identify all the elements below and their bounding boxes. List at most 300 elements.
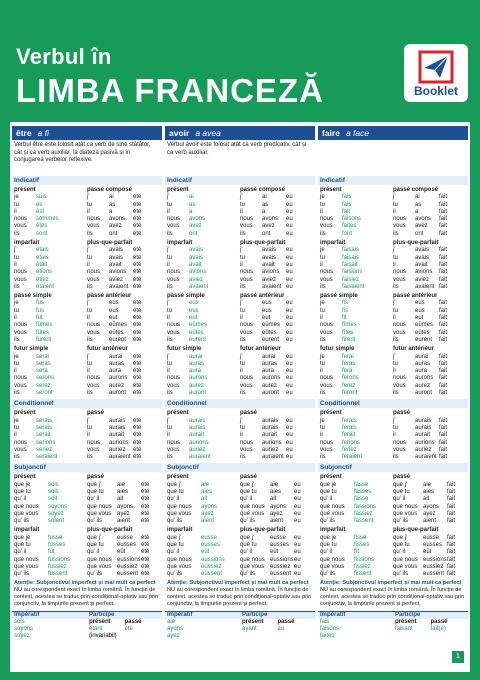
verb-form: eussent bbox=[201, 571, 223, 578]
conjugation-row bbox=[167, 535, 240, 542]
pronoun: que nous bbox=[240, 503, 265, 510]
participle: eu bbox=[294, 556, 301, 563]
participle: eu bbox=[294, 563, 301, 570]
tense-pair bbox=[165, 474, 315, 525]
pronoun: il bbox=[240, 261, 243, 268]
participle: fait bbox=[439, 329, 448, 336]
conjugation-row bbox=[240, 361, 313, 368]
pronoun: nous bbox=[320, 322, 334, 329]
pronoun: que vous bbox=[167, 510, 192, 517]
conjugation-row bbox=[240, 209, 313, 216]
conjugation-row bbox=[320, 216, 393, 223]
tense-block bbox=[320, 346, 393, 397]
pronoun: ils bbox=[167, 283, 173, 290]
pronoun: vous bbox=[167, 223, 180, 230]
auxiliary: aviez bbox=[109, 276, 124, 283]
conjugation-row bbox=[167, 202, 240, 209]
auxiliary: avons bbox=[415, 216, 432, 223]
conjugation-row bbox=[14, 542, 87, 549]
auxiliary: ai bbox=[109, 194, 114, 201]
conjugation-row bbox=[393, 425, 466, 432]
tense-pair bbox=[318, 240, 468, 291]
participle: été bbox=[133, 454, 142, 461]
conjugation-row bbox=[87, 504, 160, 511]
pronoun: il bbox=[87, 315, 90, 322]
conjugation-row bbox=[14, 482, 87, 489]
conjugation-row bbox=[320, 557, 393, 564]
pronoun: il bbox=[87, 432, 90, 439]
conjugation-row bbox=[14, 255, 87, 262]
pronoun: qu' ils bbox=[167, 571, 183, 578]
pronoun: nous bbox=[320, 216, 334, 223]
auxiliary: eus bbox=[415, 307, 425, 314]
conjugation-row bbox=[87, 337, 160, 344]
auxiliary: eût bbox=[117, 549, 126, 556]
tense-block bbox=[393, 240, 466, 291]
participle: été bbox=[141, 563, 150, 570]
tense-pair bbox=[165, 293, 315, 344]
tense-block bbox=[14, 527, 87, 578]
pronoun: ils bbox=[14, 454, 20, 461]
auxiliary: eussions bbox=[423, 556, 447, 563]
auxiliary: avais bbox=[109, 254, 124, 261]
conjugation-row bbox=[240, 440, 313, 447]
auxiliary: ait bbox=[270, 496, 277, 503]
verb-form: étais bbox=[36, 247, 49, 254]
tense-pair bbox=[165, 187, 315, 238]
auxiliary: eus bbox=[262, 307, 272, 314]
conjugation-row bbox=[393, 542, 466, 549]
pronoun: vous bbox=[14, 223, 27, 230]
conjugation-row bbox=[393, 255, 466, 262]
pronoun: ils bbox=[320, 390, 326, 397]
conjugation-row bbox=[393, 361, 466, 368]
verb-form: seras bbox=[36, 360, 51, 367]
pronoun: tu bbox=[167, 201, 173, 208]
pronoun: ils bbox=[393, 336, 399, 343]
tense-block bbox=[320, 293, 393, 344]
pronoun: nous bbox=[393, 439, 407, 446]
verb-form: a bbox=[189, 208, 193, 215]
tense-title: passé antérieur bbox=[393, 293, 438, 300]
pronoun: il bbox=[167, 208, 170, 215]
pronoun: nous bbox=[167, 322, 181, 329]
section-subjonctif: Subjonctif bbox=[318, 463, 468, 472]
participle: été bbox=[133, 368, 142, 375]
verb-form: feront bbox=[342, 390, 358, 397]
participle: été bbox=[133, 254, 142, 261]
participle: été bbox=[133, 300, 142, 307]
conjugation-row bbox=[393, 262, 466, 269]
auxiliary: eûtes bbox=[415, 329, 430, 336]
auxiliary: aura bbox=[109, 368, 122, 375]
auxiliary: a bbox=[415, 208, 419, 215]
conjugation-row bbox=[240, 255, 313, 262]
conjugation-row bbox=[87, 209, 160, 216]
pronoun: vous bbox=[87, 382, 100, 389]
auxiliary: avais bbox=[262, 254, 277, 261]
participle: eu bbox=[286, 254, 293, 261]
participle: fait bbox=[439, 439, 448, 446]
pronoun: il bbox=[167, 315, 170, 322]
pronoun: il bbox=[320, 432, 323, 439]
verb-form: ferais bbox=[342, 424, 357, 431]
auxiliary: eût bbox=[270, 549, 279, 556]
pronoun: j' bbox=[240, 300, 243, 307]
participle: fait bbox=[447, 518, 456, 525]
tense-block bbox=[393, 410, 466, 461]
conjugation-row bbox=[14, 511, 87, 518]
verb-form: fera bbox=[342, 368, 353, 375]
conjugation-row bbox=[320, 361, 393, 368]
conjugation-row bbox=[87, 564, 160, 571]
tense-title: plus-que-parfait bbox=[87, 240, 133, 247]
participle: été bbox=[133, 216, 142, 223]
pronoun: tu bbox=[320, 201, 326, 208]
conjugation-row bbox=[320, 511, 393, 518]
auxiliary: eussent bbox=[117, 571, 139, 578]
verb-form: firent bbox=[342, 336, 356, 343]
tense-title: passé bbox=[393, 410, 411, 417]
verb-form: fût bbox=[48, 549, 55, 556]
conjugation-row bbox=[167, 549, 240, 556]
verb-header bbox=[12, 126, 162, 140]
pronoun: tu bbox=[14, 424, 20, 431]
participle: été bbox=[133, 360, 142, 367]
conjugation-row bbox=[393, 300, 466, 307]
pronoun: je bbox=[320, 300, 325, 307]
subjunctive-note bbox=[165, 579, 315, 609]
verb-form: fussions bbox=[48, 556, 71, 563]
verb-form: fîtes bbox=[342, 329, 354, 336]
conjugation-row bbox=[87, 496, 160, 503]
pronoun: ils bbox=[167, 230, 173, 237]
auxiliary: eurent bbox=[109, 336, 127, 343]
conjugation-row bbox=[240, 390, 313, 397]
auxiliary: auront bbox=[262, 390, 280, 397]
section-subjonctif: Subjonctif bbox=[12, 463, 162, 472]
verb-form: fisse bbox=[354, 534, 367, 541]
pronoun: ils bbox=[393, 454, 399, 461]
auxiliary: ont bbox=[262, 230, 271, 237]
participle: fait bbox=[447, 556, 456, 563]
pronoun: vous bbox=[320, 382, 333, 389]
conjugation-row bbox=[240, 247, 313, 254]
pronoun: nous bbox=[393, 269, 407, 276]
conjugation-row bbox=[240, 194, 313, 201]
conjugation-row bbox=[320, 482, 393, 489]
participle: été bbox=[141, 518, 150, 525]
auxiliary: aura bbox=[262, 368, 275, 375]
tense-title: présent bbox=[14, 410, 36, 417]
pronoun: je bbox=[320, 353, 325, 360]
participle: eu bbox=[294, 510, 301, 517]
conjugation-row bbox=[14, 354, 87, 361]
participle: eu bbox=[286, 276, 293, 283]
verb-form: auront bbox=[189, 390, 207, 397]
tense-title: futur simple bbox=[14, 346, 49, 353]
pronoun: que vous bbox=[87, 510, 112, 517]
verb-form: faisais bbox=[342, 254, 360, 261]
verb-form: serai bbox=[36, 353, 50, 360]
verb-form: fut bbox=[36, 315, 43, 322]
participle: été bbox=[133, 261, 142, 268]
participle: eu bbox=[286, 417, 293, 424]
conjugation-row bbox=[87, 247, 160, 254]
auxiliary: eusse bbox=[117, 534, 134, 541]
tense-block bbox=[240, 187, 313, 238]
tense-title: passé bbox=[87, 410, 105, 417]
tense-block bbox=[167, 474, 240, 525]
participle: été bbox=[133, 353, 142, 360]
participle: fait bbox=[439, 322, 448, 329]
auxiliary: aurais bbox=[262, 424, 279, 431]
pronoun: ils bbox=[14, 336, 20, 343]
pronoun: il bbox=[167, 261, 170, 268]
pronoun: j' bbox=[240, 417, 243, 424]
verb-form: fasses bbox=[354, 488, 372, 495]
pronoun: j' bbox=[393, 300, 396, 307]
auxiliary: avait bbox=[109, 261, 122, 268]
section-subjonctif: Subjonctif bbox=[165, 463, 315, 472]
participle: fait bbox=[439, 417, 448, 424]
verb-translation: a fi bbox=[37, 128, 49, 138]
auxiliary: auriez bbox=[415, 446, 432, 453]
verb-form: eûmes bbox=[189, 322, 208, 329]
pronoun: j' bbox=[393, 353, 396, 360]
conjugation-row bbox=[14, 418, 87, 425]
auxiliary: auriez bbox=[109, 446, 126, 453]
imperatif-participe bbox=[165, 611, 315, 640]
participle: fait bbox=[439, 230, 448, 237]
pronoun: vous bbox=[320, 446, 333, 453]
participle: fait bbox=[447, 571, 456, 578]
tense-block bbox=[320, 410, 393, 461]
verb-form: fussiez bbox=[48, 563, 67, 570]
tense-pair bbox=[165, 346, 315, 397]
conjugation-row bbox=[87, 557, 160, 564]
pronoun: que vous bbox=[320, 510, 345, 517]
participle: eu bbox=[286, 315, 293, 322]
conjugation-row bbox=[167, 209, 240, 216]
conjugation-row bbox=[14, 383, 87, 390]
auxiliary: aurais bbox=[415, 417, 432, 424]
verb-form: fus bbox=[36, 300, 45, 307]
conjugation-row bbox=[240, 375, 313, 382]
verb-form: auras bbox=[189, 360, 205, 367]
conjugation-row bbox=[87, 482, 160, 489]
tense-block bbox=[240, 474, 313, 525]
pronoun: qu' il bbox=[320, 496, 333, 503]
verb-form: serons bbox=[36, 375, 55, 382]
verb-form: eût bbox=[201, 549, 210, 556]
auxiliary: aurais bbox=[109, 417, 126, 424]
participle: fait bbox=[439, 454, 448, 461]
verb-name: avoir bbox=[169, 128, 190, 138]
participle: eu bbox=[294, 518, 301, 525]
auxiliary: eûmes bbox=[109, 322, 128, 329]
pronoun: que tu bbox=[167, 488, 184, 495]
conjugation-row bbox=[240, 482, 313, 489]
tense-title: futur simple bbox=[320, 346, 355, 353]
page-number: 1 bbox=[452, 651, 464, 663]
tense-block bbox=[87, 187, 160, 238]
participle: été bbox=[133, 201, 142, 208]
pronoun: que je bbox=[320, 481, 337, 488]
pronoun: ils bbox=[240, 390, 246, 397]
auxiliary: aurez bbox=[109, 382, 125, 389]
pronoun: ils bbox=[167, 390, 173, 397]
tense-title: futur antérieur bbox=[393, 346, 435, 353]
participe-labels bbox=[393, 619, 468, 626]
pronoun: tu bbox=[167, 360, 173, 367]
conjugation-row bbox=[14, 432, 87, 439]
auxiliary: aient bbox=[423, 518, 437, 525]
pronoun: tu bbox=[240, 307, 246, 314]
pronoun: vous bbox=[87, 446, 100, 453]
conjugation-row bbox=[393, 337, 466, 344]
participle: été bbox=[141, 503, 150, 510]
participle: été bbox=[133, 230, 142, 237]
pronoun: que vous bbox=[320, 563, 345, 570]
conjugation-row bbox=[14, 549, 87, 556]
logo-word: Booklet bbox=[413, 84, 458, 98]
conjugation-row bbox=[393, 489, 466, 496]
conjugation-row bbox=[240, 202, 313, 209]
verb-form: sois bbox=[48, 488, 59, 495]
pronoun: nous bbox=[320, 375, 334, 382]
conjugation-row bbox=[320, 269, 393, 276]
tense-title: présent bbox=[320, 474, 342, 481]
conjugation-row bbox=[14, 223, 87, 230]
pronoun: nous bbox=[393, 322, 407, 329]
conjugation-row bbox=[320, 447, 393, 454]
participle: eu bbox=[286, 432, 293, 439]
tense-title: futur simple bbox=[167, 346, 202, 353]
conjugation-row bbox=[393, 564, 466, 571]
participle: été bbox=[141, 488, 150, 495]
verb-intro: Verbul avoir este folosit atât ca verb predicativ, cât și ca verb auxiliar. bbox=[167, 142, 307, 156]
pronoun: tu bbox=[240, 360, 246, 367]
participe-forms bbox=[393, 626, 468, 633]
participle: été bbox=[133, 336, 142, 343]
verb-form: soit bbox=[48, 496, 58, 503]
verb-form: fissent bbox=[354, 571, 372, 578]
imperatif-form: soyons bbox=[14, 625, 34, 632]
verb-form: faisait bbox=[342, 261, 358, 268]
auxiliary: aient bbox=[117, 518, 131, 525]
conjugation-row bbox=[14, 361, 87, 368]
conjugation-row bbox=[320, 518, 393, 525]
conjugation-row bbox=[393, 375, 466, 382]
participle: été bbox=[141, 542, 150, 549]
participle: fait bbox=[439, 216, 448, 223]
participe-labels bbox=[240, 619, 315, 626]
verb-form: fissions bbox=[354, 556, 375, 563]
conjugation-row bbox=[240, 432, 313, 439]
pronoun: tu bbox=[393, 360, 399, 367]
pronoun: que tu bbox=[320, 542, 337, 549]
verb-form: faisaient bbox=[342, 283, 365, 290]
tense-block bbox=[167, 410, 240, 461]
conjugation-row bbox=[320, 277, 393, 284]
participe-forms bbox=[87, 626, 162, 633]
auxiliary: aurait bbox=[262, 432, 278, 439]
conjugation-row bbox=[393, 440, 466, 447]
imperatif-participe bbox=[12, 611, 162, 640]
auxiliary: eussent bbox=[423, 571, 445, 578]
imperatif bbox=[318, 612, 393, 640]
participle: eu bbox=[286, 382, 293, 389]
verb-form: fîmes bbox=[342, 322, 357, 329]
conjugation-row bbox=[14, 322, 87, 329]
verb-form: ayez bbox=[201, 510, 214, 517]
pronoun: vous bbox=[240, 223, 253, 230]
verb-form: aurai bbox=[189, 353, 203, 360]
verb-form: serez bbox=[36, 382, 51, 389]
verb-form: fait bbox=[342, 208, 351, 215]
pronoun: tu bbox=[393, 201, 399, 208]
auxiliary: eussent bbox=[270, 571, 292, 578]
verb-column-2 bbox=[318, 126, 468, 666]
pronoun: vous bbox=[167, 446, 180, 453]
pronoun: il bbox=[14, 432, 17, 439]
pronoun: il bbox=[393, 208, 396, 215]
participle: été bbox=[133, 269, 142, 276]
conjugation-row bbox=[87, 432, 160, 439]
verb-form: aurez bbox=[189, 382, 205, 389]
conjugation-row bbox=[240, 518, 313, 525]
tense-title: passé antérieur bbox=[87, 293, 132, 300]
conjugation-row bbox=[87, 375, 160, 382]
participle: eu bbox=[286, 247, 293, 254]
tense-block bbox=[14, 474, 87, 525]
verb-form: as bbox=[189, 201, 196, 208]
pronoun: qu' il bbox=[393, 496, 406, 503]
conjugation-row bbox=[14, 209, 87, 216]
pronoun: il bbox=[240, 208, 243, 215]
participle: eu bbox=[286, 194, 293, 201]
auxiliary: eus bbox=[415, 300, 425, 307]
tense-block bbox=[320, 187, 393, 238]
conjugation-row bbox=[87, 542, 160, 549]
participle: été bbox=[133, 390, 142, 397]
verb-form: ait bbox=[201, 496, 208, 503]
pronoun: que tu bbox=[87, 542, 104, 549]
imperatif-title: Impératif bbox=[12, 612, 87, 619]
pronoun: il bbox=[14, 368, 17, 375]
participle: fait bbox=[439, 368, 448, 375]
pronoun: il bbox=[393, 432, 396, 439]
conjugation-row bbox=[320, 315, 393, 322]
auxiliary: ayons bbox=[270, 503, 287, 510]
pronoun: ils bbox=[240, 336, 246, 343]
participe-title: Participe bbox=[87, 612, 162, 619]
pronoun: que nous bbox=[167, 503, 192, 510]
conjugation-row bbox=[320, 284, 393, 291]
pronoun: que j' bbox=[167, 534, 182, 541]
participle: fait bbox=[439, 336, 448, 343]
verb-form: ferais bbox=[342, 417, 357, 424]
participle: été bbox=[133, 382, 142, 389]
verb-form: eûtes bbox=[189, 329, 204, 336]
participle: été bbox=[133, 223, 142, 230]
tense-block bbox=[320, 527, 393, 578]
pronoun: ils bbox=[320, 230, 326, 237]
verb-form: serions bbox=[36, 439, 56, 446]
imperatif bbox=[165, 612, 240, 640]
verb-form: fît bbox=[354, 549, 360, 556]
